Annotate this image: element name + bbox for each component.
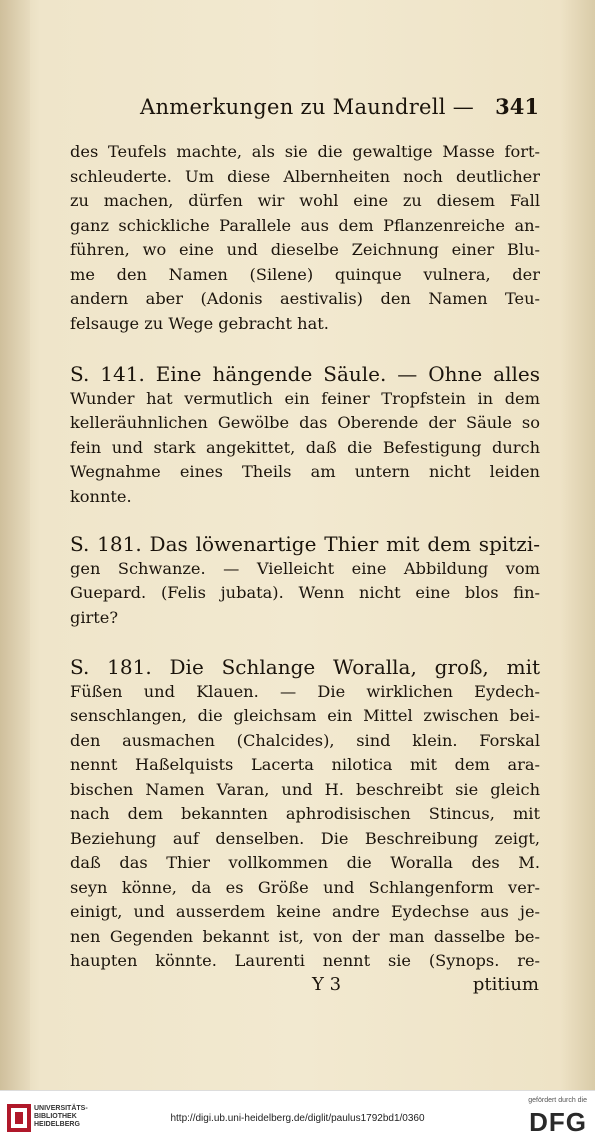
text-line: führen, wo eine und dieselbe Zeichnung einer Blu- xyxy=(70,240,540,259)
section-heading-line: S. 181. Das löwenartige Thier mit dem spitzi- xyxy=(70,532,540,556)
text-line: andern aber (Adonis aestivalis) den Namen Teu- xyxy=(70,289,540,308)
text-line: haupten könnte. Laurenti nennt sie (Synops. re- xyxy=(70,951,540,970)
library-name-line: UNIVERSITÄTS- xyxy=(34,1105,88,1112)
funding-caption: gefördert durch die xyxy=(528,1097,587,1104)
text-line: girte? xyxy=(70,607,119,627)
section-heading-line: S. 141. Eine hängende Säule. — Ohne alles xyxy=(70,362,540,386)
text-line: nach dem bekannten aphrodisischen Stincus, mit xyxy=(70,804,540,823)
text-line: zu machen, dürfen wir wohl eine zu diesem Fall xyxy=(70,191,540,210)
text-line: des Teufels machte, als sie die gewaltige Masse fort- xyxy=(70,142,540,161)
text-line: Wegnahme eines Theils am untern nicht leiden xyxy=(70,462,540,481)
text-line: senschlangen, die gleichsam ein Mittel zwischen bei- xyxy=(70,706,540,725)
viewer-footer xyxy=(0,1090,595,1144)
text-line: Guepard. (Felis jubata). Wenn nicht eine blos fin- xyxy=(70,583,540,602)
paragraph-2 xyxy=(70,362,540,509)
text-line: Wunder hat vermutlich ein feiner Tropfstein in dem xyxy=(70,388,540,408)
text-line: einigt, und ausserdem keine andre Eydechse aus je- xyxy=(70,902,540,921)
paragraph-4 xyxy=(70,655,540,974)
text-line: konnte. xyxy=(70,486,132,506)
text-line: kelleräuhnlichen Gewölbe das Oberende der Säule so xyxy=(70,413,540,432)
text-line: daß das Thier vollkommen die Woralla des M. xyxy=(70,853,540,872)
text-line: schleuderte. Um diese Albernheiten noch deutlicher xyxy=(70,166,540,186)
signature-mark: Y 3 xyxy=(312,974,342,995)
text-line: me den Namen (Silene) quinque vulnera, der xyxy=(70,264,540,284)
section-heading-line: S. 181. Die Schlange Woralla, groß, mit xyxy=(70,655,540,679)
catchword: ptitium xyxy=(472,974,539,995)
text-line: nen Gegenden bekannt ist, von der man dasselbe be- xyxy=(70,926,540,946)
running-head: Anmerkungen zu Maundrell — xyxy=(140,95,475,119)
library-name-line: BIBLIOTHEK xyxy=(34,1113,77,1120)
dfg-logo: DFG xyxy=(529,1107,587,1137)
paragraph-3 xyxy=(70,532,540,630)
text-line: gen Schwanze. — Vielleicht eine Abbildung vom xyxy=(70,558,540,578)
text-line: ganz schickliche Parallele aus dem Pflanzenreiche an- xyxy=(70,215,540,235)
text-line: Beziehung auf denselben. Die Beschreibung zeigt, xyxy=(70,828,540,848)
text-line: den ausmachen (Chalcides), sind klein. Forskal xyxy=(70,730,540,750)
text-line: fein und stark angekittet, daß die Befestigung durch xyxy=(70,437,540,457)
text-line: nennt Haßelquists Lacerta nilotica mit dem ara- xyxy=(70,755,540,774)
paragraph-1 xyxy=(70,140,540,336)
text-line: bischen Namen Varan, und H. beschreibt sie gleich xyxy=(70,779,540,799)
library-name-line: HEIDELBERG xyxy=(34,1121,80,1128)
page-number: 341 xyxy=(495,94,539,119)
text-line: seyn könne, da es Größe und Schlangenform ver- xyxy=(70,877,540,897)
text-line: felsauge zu Wege gebracht hat. xyxy=(70,313,329,333)
permalink-url[interactable]: http://digi.ub.uni-heidelberg.de/diglit/paulus1792bd1/0360 xyxy=(170,1113,425,1124)
text-line: Füßen und Klauen. — Die wirklichen Eydech- xyxy=(70,681,540,701)
